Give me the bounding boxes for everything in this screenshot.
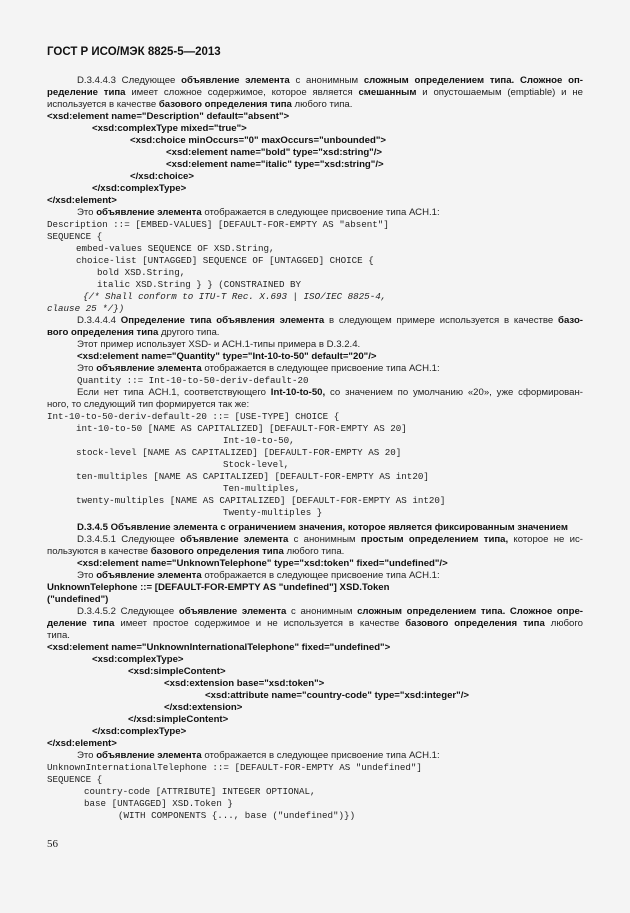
text-segment: Int-10-to-50-deriv-default-20 ::= [USE-TYPE] CHOICE { xyxy=(47,411,340,422)
text-segment: <xsd:element name="UnknownInternationalTelephone" fixed="undefined"> xyxy=(47,642,391,653)
text-line xyxy=(47,399,249,410)
text-line xyxy=(164,702,242,713)
text-line xyxy=(92,726,186,737)
text-line xyxy=(164,678,324,689)
text-line xyxy=(77,522,568,533)
text-line xyxy=(223,507,322,518)
text-segment: <xsd:element name="italic" type="xsd:string"/> xyxy=(166,159,384,170)
text-segment: объявление элемента xyxy=(178,606,287,617)
text-segment: Определение типа объявления элемента xyxy=(120,315,325,326)
text-line xyxy=(47,303,124,314)
text-segment: Int-10-to-50, xyxy=(270,387,326,398)
text-segment: <xsd:element name="bold" type="xsd:string"/> xyxy=(166,147,382,158)
text-segment: типа. xyxy=(47,630,70,641)
text-line xyxy=(76,255,374,266)
text-line xyxy=(128,666,226,677)
text-segment: Это xyxy=(77,750,97,761)
text-segment: D.3.4.5.2 Следующее xyxy=(77,606,179,617)
text-line xyxy=(166,147,382,158)
text-line xyxy=(77,351,376,362)
text-line xyxy=(77,606,583,617)
text-line xyxy=(76,471,429,482)
text-segment: смешанным xyxy=(358,87,417,98)
text-line xyxy=(47,774,102,785)
text-segment: D.3.4.5.1 Следующее xyxy=(77,534,181,545)
text-line xyxy=(77,750,440,761)
text-segment: base [UNTAGGED] XSD.Token } xyxy=(84,798,233,809)
text-line xyxy=(118,810,355,821)
text-segment: Stock-level, xyxy=(223,459,290,470)
text-line xyxy=(47,546,344,557)
text-segment: Quantity ::= Int-10-to-50-deriv-default-20 xyxy=(77,375,309,386)
text-segment: в следующем примере используется в качестве xyxy=(324,315,559,326)
text-segment: любого типа. xyxy=(291,99,353,110)
text-segment: со значением по умолчанию «20», уже сформирован- xyxy=(325,387,583,398)
text-segment: <xsd:attribute name="country-code" type="xsd:integer"/> xyxy=(205,690,469,701)
text-segment: имеет простое содержимое и не используется в качестве xyxy=(114,618,406,629)
text-segment: отображается в следующее присвоение типа АСН.1: xyxy=(201,750,440,761)
text-segment: country-code [ATTRIBUTE] INTEGER OPTIONAL, xyxy=(84,786,316,797)
text-segment: объявление элемента xyxy=(181,75,290,86)
text-line xyxy=(47,762,422,773)
text-line xyxy=(76,495,445,506)
text-segment: D.3.4.4.4 xyxy=(77,315,121,326)
text-line xyxy=(205,690,469,701)
text-segment: объявление элемента xyxy=(96,207,202,218)
document-header-title: ГОСТ Р ИСО/МЭК 8825-5—2013 xyxy=(47,46,221,58)
text-segment: </xsd:simpleContent> xyxy=(128,714,229,725)
text-segment: и опустошаемым (emptiable) и не xyxy=(416,87,583,98)
text-segment: twenty-multiples [NAME AS CAPITALIZED] [DEFAULT-FOR-EMPTY AS int20] xyxy=(76,495,446,506)
text-line xyxy=(47,411,339,422)
text-segment: embed-values SEQUENCE OF XSD.String, xyxy=(76,243,275,254)
text-line xyxy=(76,423,407,434)
text-segment: сложным определением типа. Сложное оп- xyxy=(363,75,583,86)
text-segment: отображается в следующее присвоение типа АСН.1: xyxy=(201,363,440,374)
text-segment: объявление элемента xyxy=(96,750,202,761)
text-segment: {/* Shall conform to ITU-T Rec. X.693 | ISO/IEC 8825-4, xyxy=(83,291,387,302)
text-line xyxy=(77,534,583,545)
text-segment: SEQUENCE { xyxy=(47,231,103,242)
text-line xyxy=(97,279,301,290)
text-segment: choice-list [UNTAGGED] SEQUENCE OF [UNTAGGED] CHOICE { xyxy=(76,255,374,266)
text-segment: отображается в следующее присвоение типа АСН.1: xyxy=(201,570,440,581)
text-segment: пользуются в качестве xyxy=(47,546,151,557)
text-segment: <xsd:simpleContent> xyxy=(128,666,226,677)
text-segment: Если нет типа АСН.1, соответствующего xyxy=(77,387,271,398)
text-line xyxy=(130,171,194,182)
text-segment: ного, то следующий тип формируется так же: xyxy=(47,399,250,410)
text-line xyxy=(83,291,386,302)
text-segment: Int-10-to-50, xyxy=(223,435,295,446)
text-segment: </xsd:complexType> xyxy=(92,183,187,194)
text-segment: Это xyxy=(77,570,97,581)
text-line xyxy=(92,183,186,194)
text-line xyxy=(47,87,583,98)
text-segment: ределение типа xyxy=(47,87,126,98)
text-line xyxy=(77,315,583,326)
text-segment: </xsd:complexType> xyxy=(92,726,187,737)
text-line xyxy=(76,447,401,458)
text-line xyxy=(47,219,389,230)
text-segment: Этот пример использует XSD- и АСН.1-типы примера в D.3.2.4. xyxy=(77,339,361,350)
text-segment: отображается в следующее присвоение типа АСН.1: xyxy=(201,207,440,218)
text-line xyxy=(130,135,386,146)
text-segment: </xsd:element> xyxy=(47,738,117,749)
text-segment: bold XSD.String, xyxy=(97,267,186,278)
text-segment: </xsd:extension> xyxy=(164,702,243,713)
text-line xyxy=(76,243,274,254)
text-segment: с анонимным xyxy=(289,75,364,86)
text-segment: <xsd:element name="Quantity" type="Int-10-to-50" default="20"/> xyxy=(77,351,377,362)
text-segment: Description ::= [EMBED-VALUES] [DEFAULT-FOR-EMPTY AS "absent"] xyxy=(47,219,389,230)
text-segment: используется в качестве xyxy=(47,99,159,110)
text-segment: <xsd:element name="UnknownTelephone" type="xsd:token" fixed="undefined"/> xyxy=(77,558,448,569)
text-segment: ("undefined") xyxy=(47,594,109,605)
text-segment: простым определением типа, xyxy=(360,534,509,545)
text-line xyxy=(77,339,360,350)
text-segment: stock-level [NAME AS CAPITALIZED] [DEFAULT-FOR-EMPTY AS 20] xyxy=(76,447,402,458)
text-line xyxy=(47,738,117,749)
text-line xyxy=(84,798,233,809)
text-segment: объявление элемента xyxy=(96,363,202,374)
text-segment: Это xyxy=(77,207,97,218)
text-line xyxy=(77,363,440,374)
text-line xyxy=(47,642,390,653)
text-segment: <xsd:complexType mixed="true"> xyxy=(92,123,247,134)
text-line xyxy=(223,459,289,470)
text-segment: clause 25 */}) xyxy=(47,303,125,314)
text-line xyxy=(47,594,108,605)
text-segment: которое не ис- xyxy=(508,534,583,545)
text-segment: базового определения типа xyxy=(158,99,292,110)
text-segment: с анонимным xyxy=(288,534,361,545)
text-segment: UnknownTelephone ::= [DEFAULT-FOR-EMPTY AS "undefined"] XSD.Token xyxy=(47,582,390,593)
text-segment: объявление элемента xyxy=(180,534,289,545)
text-segment: <xsd:extension base="xsd:token"> xyxy=(164,678,325,689)
text-segment: (WITH COMPONENTS {..., base ("undefined")}) xyxy=(118,810,356,821)
text-segment: ten-multiples [NAME AS CAPITALIZED] [DEFAULT-FOR-EMPTY AS int20] xyxy=(76,471,429,482)
text-line xyxy=(223,435,295,446)
text-segment: Twenty-multiples } xyxy=(223,507,323,518)
text-line xyxy=(97,267,185,278)
text-segment: другого типа. xyxy=(158,327,220,338)
text-line xyxy=(77,207,440,218)
text-line xyxy=(47,327,219,338)
text-segment: с анонимным xyxy=(286,606,358,617)
text-segment: <xsd:choice minOccurs="0" maxOccurs="unbounded"> xyxy=(130,135,386,146)
text-line xyxy=(92,654,184,665)
text-segment: базового определения типа xyxy=(150,546,284,557)
text-line xyxy=(47,111,289,122)
text-line xyxy=(77,75,583,86)
text-segment: </xsd:choice> xyxy=(130,171,194,182)
text-segment: базо- xyxy=(558,315,583,326)
text-line xyxy=(47,630,70,641)
text-segment: имеет сложное содержимое, которое является xyxy=(125,87,359,98)
text-line xyxy=(47,99,352,110)
text-segment: вого определения типа xyxy=(47,327,159,338)
text-segment: деление типа xyxy=(47,618,115,629)
text-segment: D.3.4.4.3 Следующее xyxy=(77,75,182,86)
text-line xyxy=(77,570,440,581)
text-segment: <xsd:element name="Description" default="absent"> xyxy=(47,111,290,122)
text-line xyxy=(47,582,389,593)
text-segment: Ten-multiples, xyxy=(223,483,301,494)
text-line xyxy=(47,231,102,242)
text-segment: D.3.4.5 Объявление элемента с ограничением значения, которое является фиксированным значением xyxy=(77,522,568,533)
text-segment: UnknownInternationalTelephone ::= [DEFAULT-FOR-EMPTY AS "undefined"] xyxy=(47,762,422,773)
text-line xyxy=(84,786,316,797)
text-line xyxy=(77,375,309,386)
text-segment: Это xyxy=(77,363,97,374)
text-segment: <xsd:complexType> xyxy=(92,654,184,665)
text-line xyxy=(47,195,117,206)
text-segment: SEQUENCE { xyxy=(47,774,103,785)
text-segment: любого типа. xyxy=(283,546,345,557)
text-line xyxy=(223,483,300,494)
text-segment: </xsd:element> xyxy=(47,195,117,206)
text-line xyxy=(166,159,384,170)
text-segment: любого xyxy=(544,618,583,629)
text-segment: int-10-to-50 [NAME AS CAPITALIZED] [DEFAULT-FOR-EMPTY AS 20] xyxy=(76,423,407,434)
text-line xyxy=(77,387,583,398)
text-segment: базового определения типа xyxy=(405,618,545,629)
text-segment: объявление элемента xyxy=(96,570,202,581)
text-line xyxy=(92,123,247,134)
text-line xyxy=(128,714,228,725)
page-number: 56 xyxy=(47,838,58,850)
text-line xyxy=(47,618,583,629)
text-segment: italic XSD.String } } (CONSTRAINED BY xyxy=(97,279,301,290)
text-segment: сложным определением типа. Сложное опре- xyxy=(357,606,583,617)
text-line xyxy=(77,558,448,569)
